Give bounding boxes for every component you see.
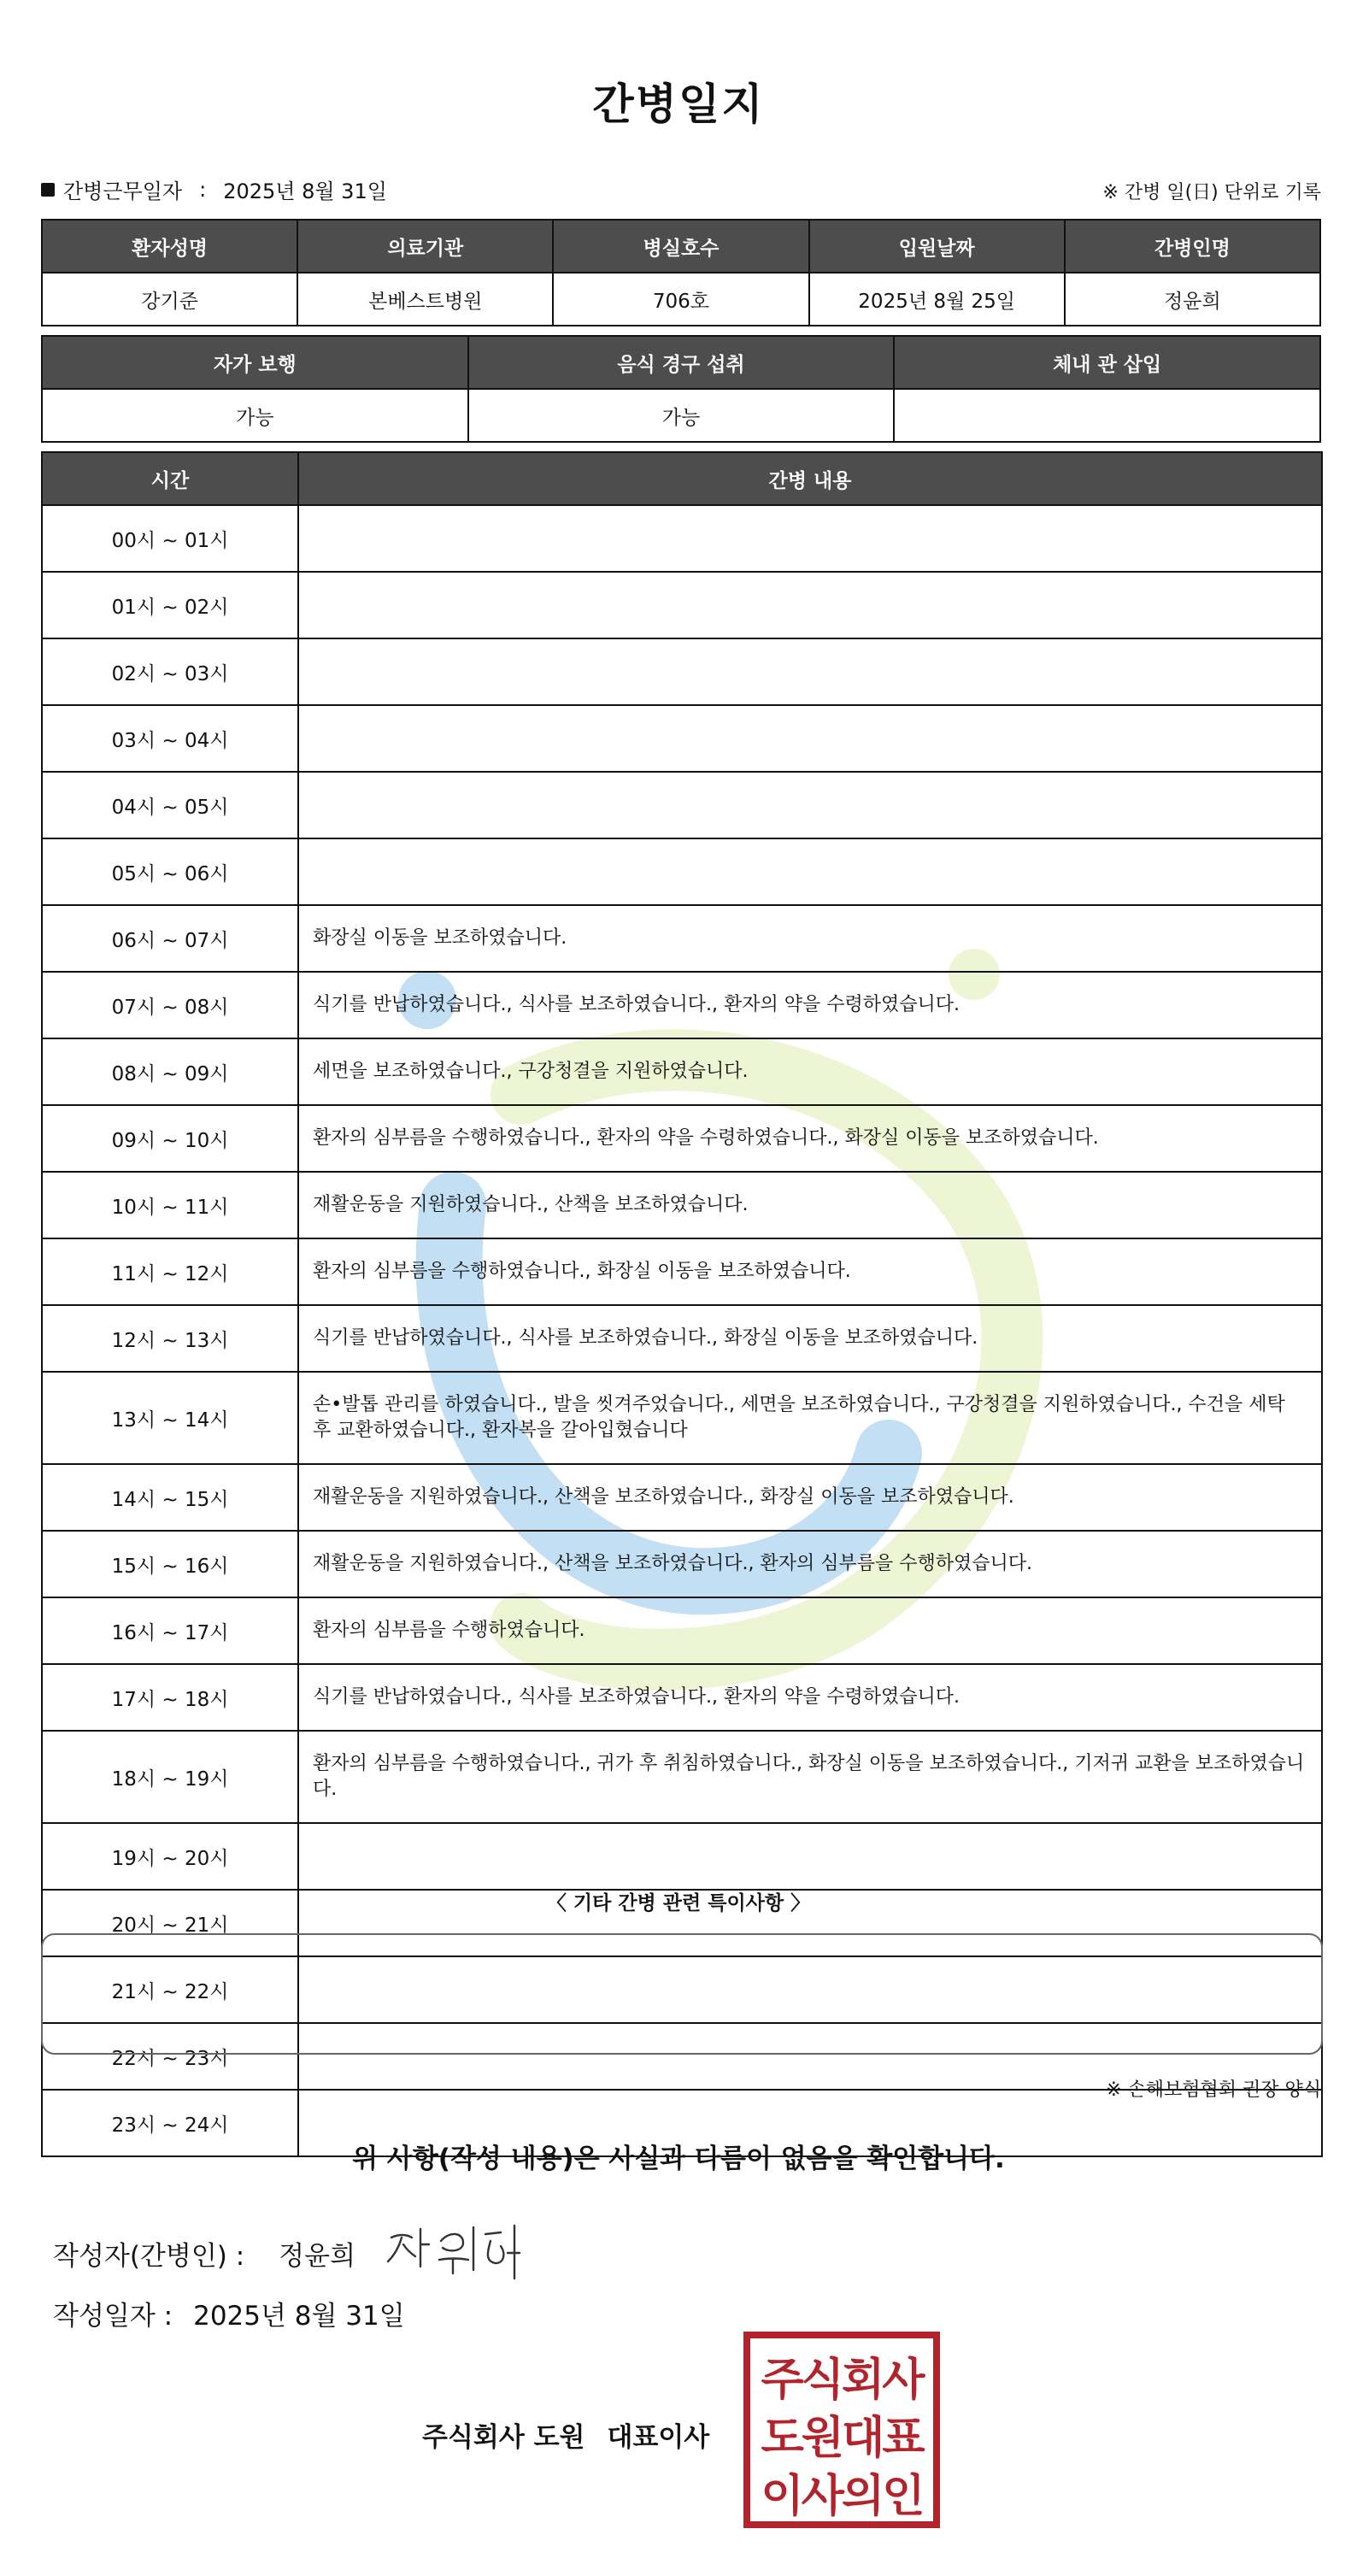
care-log-time: 12시 ~ 13시 bbox=[42, 1305, 298, 1372]
header-time: 시간 bbox=[42, 452, 298, 505]
work-date bbox=[41, 174, 387, 204]
care-log-row bbox=[42, 1823, 1322, 1890]
care-log-content: 환자의 심부름을 수행하였습니다. bbox=[298, 1597, 1322, 1664]
care-log-row bbox=[42, 1305, 1322, 1372]
patient-status-table bbox=[41, 335, 1321, 443]
care-log-content bbox=[298, 1823, 1322, 1890]
care-log-time: 22시 ~ 23시 bbox=[42, 2023, 298, 2090]
care-log-content: 세면을 보조하였습니다., 구강청결을 지원하였습니다. bbox=[298, 1038, 1322, 1105]
patient-info-table bbox=[41, 219, 1321, 326]
care-log-content: 식기를 반납하였습니다., 식사를 보조하였습니다., 환자의 약을 수령하였습니다. bbox=[298, 972, 1322, 1038]
hospital-value: 본베스트병원 bbox=[297, 273, 553, 326]
recommended-form-note: ※ 손해보험협회 권장 양식 bbox=[1106, 2079, 1321, 2101]
patient-info-header-row bbox=[42, 220, 1320, 273]
header-oral-intake: 음식 경구 섭취 bbox=[468, 336, 895, 389]
care-log-time: 17시 ~ 18시 bbox=[42, 1664, 298, 1731]
care-log-content: 환자의 심부름을 수행하였습니다., 화장실 이동을 보조하였습니다. bbox=[298, 1238, 1322, 1305]
care-log-time: 14시 ~ 15시 bbox=[42, 1464, 298, 1531]
care-log-time: 23시 ~ 24시 bbox=[42, 2090, 298, 2156]
care-log-row bbox=[42, 572, 1322, 638]
care-log-time: 18시 ~ 19시 bbox=[42, 1731, 298, 1823]
header-tube-insertion: 체내 관 삽입 bbox=[894, 336, 1320, 389]
care-log-row bbox=[42, 905, 1322, 972]
written-date-label: 작성일자 : bbox=[53, 2301, 173, 2332]
seal-line-2: 도원대표 bbox=[761, 2413, 923, 2464]
walking-value: 가능 bbox=[42, 389, 468, 442]
care-log-content: 환자의 심부름을 수행하였습니다., 귀가 후 취침하였습니다., 화장실 이동을 보조하였습니다., 기저귀 교환을 보조하였습니다. bbox=[298, 1731, 1322, 1823]
care-log-content bbox=[298, 838, 1322, 905]
tube-insertion-value bbox=[894, 389, 1320, 442]
writer-row bbox=[53, 2219, 535, 2287]
care-log-content bbox=[298, 705, 1322, 772]
header-patient-name: 환자성명 bbox=[42, 220, 297, 273]
work-date-label: 간병근무일자 bbox=[63, 179, 183, 203]
care-log-row bbox=[42, 1464, 1322, 1531]
work-date-row bbox=[41, 174, 1321, 209]
seal-line-3: 이사의인 bbox=[761, 2471, 923, 2522]
care-log-time: 21시 ~ 22시 bbox=[42, 1956, 298, 2023]
confirmation-statement: 위 사항(작성 내용)은 사실과 다름이 없음을 확인합니다. bbox=[352, 2144, 1005, 2174]
header-walking: 자가 보행 bbox=[42, 336, 468, 389]
header-caregiver-name: 간병인명 bbox=[1065, 220, 1320, 273]
care-log-content: 재활운동을 지원하였습니다., 산책을 보조하였습니다., 화장실 이동을 보조하였습니다. bbox=[298, 1464, 1322, 1531]
care-log-time: 03시 ~ 04시 bbox=[42, 705, 298, 772]
admission-date-value: 2025년 8월 25일 bbox=[809, 273, 1065, 326]
signature-icon bbox=[381, 2219, 535, 2287]
care-log-row bbox=[42, 638, 1322, 705]
care-log-time: 00시 ~ 01시 bbox=[42, 505, 298, 572]
page-title: 간병일지 bbox=[592, 79, 765, 129]
special-notes-title: 〈 기타 간병 관련 특이사항 〉 bbox=[546, 1892, 811, 1914]
special-notes-box bbox=[41, 1933, 1323, 2055]
care-log-content: 손•발톱 관리를 하였습니다., 발을 씻겨주었습니다., 세면을 보조하였습니다., 구강청결을 지원하였습니다., 수건을 세탁 후 교환하였습니다., 환자복을 갈아입혔습니다 bbox=[298, 1372, 1322, 1464]
care-log-row bbox=[42, 1105, 1322, 1172]
care-log-content bbox=[298, 638, 1322, 705]
care-log-row bbox=[42, 705, 1322, 772]
header-room: 병실호수 bbox=[553, 220, 808, 273]
care-log-content: 식기를 반납하였습니다., 식사를 보조하였습니다., 화장실 이동을 보조하였습니다. bbox=[298, 1305, 1322, 1372]
care-log-row bbox=[42, 772, 1322, 838]
care-log-time: 07시 ~ 08시 bbox=[42, 972, 298, 1038]
care-log-content: 재활운동을 지원하였습니다., 산책을 보조하였습니다., 환자의 심부름을 수행하였습니다. bbox=[298, 1531, 1322, 1597]
written-date-row bbox=[53, 2294, 405, 2332]
care-log-row bbox=[42, 1372, 1322, 1464]
care-log-time: 05시 ~ 06시 bbox=[42, 838, 298, 905]
care-log-content bbox=[298, 505, 1322, 572]
representative-title: 대표이사 bbox=[607, 2422, 710, 2453]
patient-info-value-row bbox=[42, 273, 1320, 326]
oral-intake-value: 가능 bbox=[468, 389, 895, 442]
caregiver-name-value: 정윤희 bbox=[1065, 273, 1320, 326]
care-log-time: 16시 ~ 17시 bbox=[42, 1597, 298, 1664]
work-date-colon: : bbox=[199, 177, 207, 202]
care-log-row bbox=[42, 1531, 1322, 1597]
care-log-row bbox=[42, 1731, 1322, 1823]
writer-label: 작성자(간병인) : bbox=[53, 2240, 245, 2272]
seal-line-1: 주식회사 bbox=[761, 2355, 923, 2406]
care-log-time: 19시 ~ 20시 bbox=[42, 1823, 298, 1890]
care-log-time: 04시 ~ 05시 bbox=[42, 772, 298, 838]
special-notes-content bbox=[43, 1935, 1321, 1966]
care-log-time: 15시 ~ 16시 bbox=[42, 1531, 298, 1597]
care-log-row bbox=[42, 838, 1322, 905]
written-date-value: 2025년 8월 31일 bbox=[193, 2301, 405, 2332]
company-name: 주식회사 도원 bbox=[422, 2422, 585, 2453]
care-log-time: 13시 ~ 14시 bbox=[42, 1372, 298, 1464]
status-value-row bbox=[42, 389, 1320, 442]
writer-name: 정윤희 bbox=[279, 2240, 356, 2272]
care-log-row bbox=[42, 1664, 1322, 1731]
care-log-content bbox=[298, 572, 1322, 638]
care-log-time: 09시 ~ 10시 bbox=[42, 1105, 298, 1172]
header-hospital: 의료기관 bbox=[297, 220, 553, 273]
care-log-content: 재활운동을 지원하였습니다., 산책을 보조하였습니다. bbox=[298, 1172, 1322, 1238]
care-log-content: 식기를 반납하였습니다., 식사를 보조하였습니다., 환자의 약을 수령하였습니다. bbox=[298, 1664, 1322, 1731]
care-log-row bbox=[42, 505, 1322, 572]
header-admission-date: 입원날짜 bbox=[809, 220, 1065, 273]
status-header-row bbox=[42, 336, 1320, 389]
care-log-row bbox=[42, 1238, 1322, 1305]
care-log-row bbox=[42, 1038, 1322, 1105]
care-log-time: 20시 ~ 21시 bbox=[42, 1890, 298, 1956]
company-seal-icon bbox=[743, 2332, 940, 2528]
company-signature-line bbox=[422, 2415, 709, 2454]
care-log-time: 08시 ~ 09시 bbox=[42, 1038, 298, 1105]
care-log-row bbox=[42, 1172, 1322, 1238]
work-date-value: 2025년 8월 31일 bbox=[223, 179, 387, 203]
room-value: 706호 bbox=[553, 273, 808, 326]
bullet-square-icon bbox=[41, 183, 55, 197]
record-unit-note: ※ 간병 일(日) 단위로 기록 bbox=[1102, 182, 1321, 203]
care-log-row bbox=[42, 1597, 1322, 1664]
care-log-content: 환자의 심부름을 수행하였습니다., 환자의 약을 수령하였습니다., 화장실 이동을 보조하였습니다. bbox=[298, 1105, 1322, 1172]
care-log-row bbox=[42, 972, 1322, 1038]
care-log-content: 화장실 이동을 보조하였습니다. bbox=[298, 905, 1322, 972]
care-log-time: 10시 ~ 11시 bbox=[42, 1172, 298, 1238]
care-log-time: 06시 ~ 07시 bbox=[42, 905, 298, 972]
care-log-time: 11시 ~ 12시 bbox=[42, 1238, 298, 1305]
patient-name-value: 강기준 bbox=[42, 273, 297, 326]
care-log-content bbox=[298, 772, 1322, 838]
header-care-content: 간병 내용 bbox=[298, 452, 1322, 505]
care-log-header-row bbox=[42, 452, 1322, 505]
care-log-time: 02시 ~ 03시 bbox=[42, 638, 298, 705]
care-log-time: 01시 ~ 02시 bbox=[42, 572, 298, 638]
